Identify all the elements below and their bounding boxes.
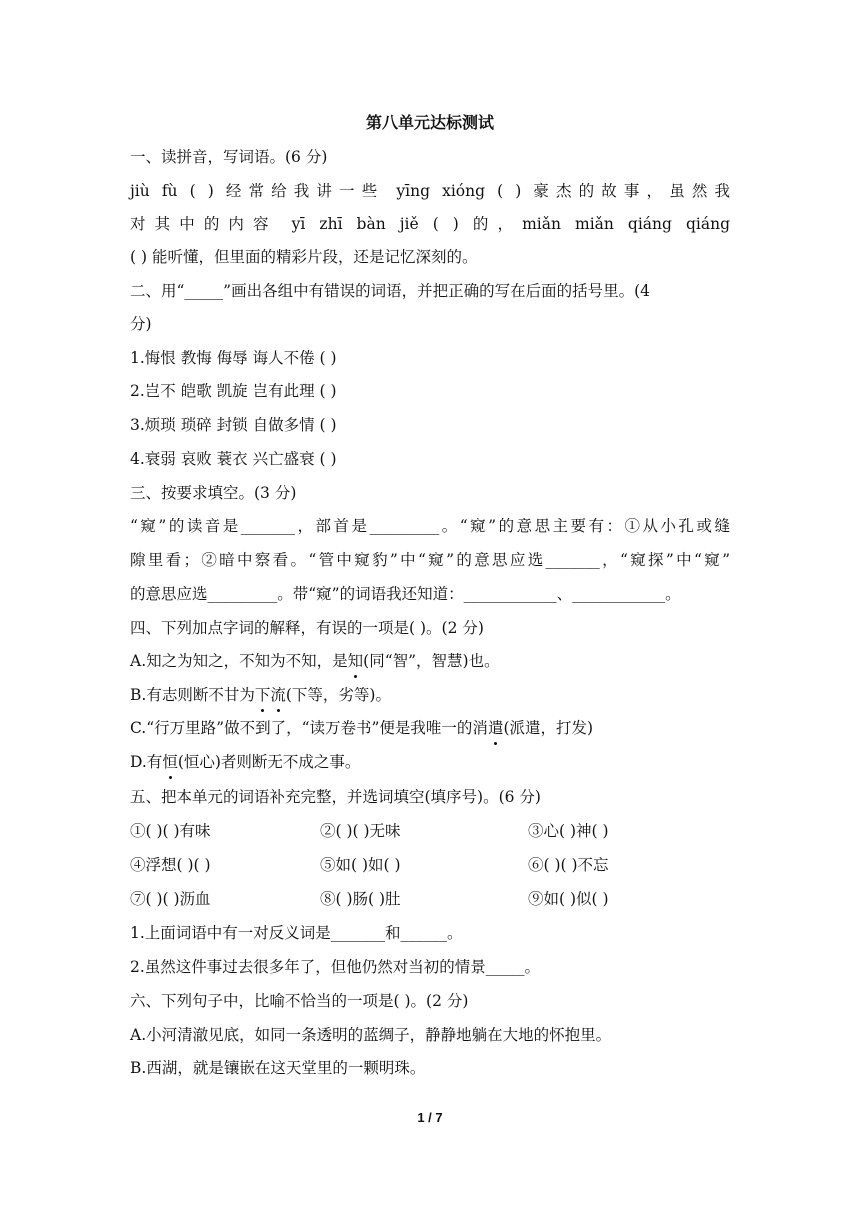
word-cell: ④浮想( )( ) [130, 856, 211, 874]
word-row [130, 854, 730, 876]
word-cell: ①( )( )有味 [130, 822, 211, 840]
section-2-item: 2.岂不 皑歌 凯旋 岂有此理 ( ) [130, 382, 337, 400]
option-text: D.有 [130, 753, 163, 771]
section-4-heading: 四、下列加点字词的解释，有误的一项是( )。(2 分) [130, 619, 484, 637]
section-4-option-c [130, 717, 730, 739]
section-4-option-b [130, 684, 730, 706]
page-title: 第八单元达标测试 [365, 113, 494, 132]
option-text: (派遣，打发) [503, 719, 594, 737]
option-text: A.知之为知之，不知为不知，是 [130, 652, 348, 670]
page-number: 1 / 7 [417, 1110, 443, 1125]
section-6-option-b: B.西湖，就是镶嵌在这天堂里的一颗明珠。 [130, 1059, 426, 1077]
section-3-line-2: 隙里看；②暗中察看。“管中窥豹”中“窥”的意思应选_______，“窥探”中“窥” [130, 551, 730, 569]
dotted-char: 知 [347, 652, 364, 670]
word-row [130, 888, 730, 910]
section-3-line-3: 的意思应选_________。带“窥”的词语我还知道：____________、____________。 [130, 585, 681, 603]
section-1-line-1: jiù fù ( ) 经常给我讲一些 yīng xióng ( ) 豪杰的故事，虽然我 [130, 182, 730, 200]
section-2-heading: 二、用“_____”画出各组中有错误的词语，并把正确的写在后面的括号里。(4 [130, 282, 651, 300]
option-text: B.有志则断不甘为 [130, 686, 255, 704]
dotted-char: 遣 [487, 719, 504, 737]
section-6-option-a: A.小河清澈见底，如同一条透明的蓝绸子，静静地躺在大地的怀抱里。 [130, 1026, 612, 1044]
section-4-option-a [130, 650, 730, 672]
section-1-heading: 一、读拼音，写词语。(6 分) [130, 148, 328, 166]
word-cell: ③心( )神( ) [528, 822, 609, 840]
section-1-line-3: ( ) 能听懂，但里面的精彩片段，还是记忆深刻的。 [130, 248, 478, 266]
section-3-line-1: “窥”的读音是_______，部首是_________。“窥”的意思主要有：①从小孔或缝 [130, 517, 730, 535]
section-1-line-2: 对其中的内容 yī zhī bàn jiě ( ) 的，miǎn miǎn qiáng qiáng [130, 215, 730, 233]
section-2-item: 3.烦琐 琐碎 封锁 自做多情 ( ) [130, 416, 337, 434]
section-5-question-2: 2.虽然这件事过去很多年了，但他仍然对当初的情景_____。 [130, 958, 541, 976]
section-3-heading: 三、按要求填空。(3 分) [130, 484, 297, 502]
section-2-item: 1.悔恨 教悔 侮辱 诲人不倦 ( ) [130, 349, 337, 367]
word-cell: ⑧( )肠( )肚 [320, 890, 401, 908]
option-text: (同“智”，智慧)也。 [363, 652, 500, 670]
word-cell: ⑨如( )似( ) [528, 890, 609, 908]
option-text: (下等，劣等)。 [285, 686, 391, 704]
word-cell: ⑤如( )如( ) [320, 856, 401, 874]
dotted-char: 流 [270, 686, 286, 704]
option-text: (恒心)者则断无不成之事。 [177, 753, 361, 771]
word-cell: ⑥( )( )不忘 [528, 856, 609, 874]
word-row [130, 820, 730, 842]
section-4-option-d [130, 751, 730, 773]
word-cell: ⑦( )( )沥血 [130, 890, 211, 908]
dotted-char: 恒 [162, 753, 178, 771]
section-2-item: 4.衰弱 哀败 蓑衣 兴亡盛衰 ( ) [130, 450, 337, 468]
section-6-heading: 六、下列句子中，比喻不恰当的一项是( )。(2 分) [130, 992, 469, 1010]
word-cell: ②( )( )无味 [320, 822, 401, 840]
section-2-heading-cont: 分) [130, 315, 152, 333]
dotted-char: 下 [254, 686, 271, 704]
section-5-question-1: 1.上面词语中有一对反义词是_______和______。 [130, 924, 463, 942]
option-text: C.“行万里路”做不到了，“读万卷书”便是我唯一的消 [130, 719, 488, 737]
section-5-heading: 五、把本单元的词语补充完整，并选词填空(填序号)。(6 分) [130, 788, 541, 806]
